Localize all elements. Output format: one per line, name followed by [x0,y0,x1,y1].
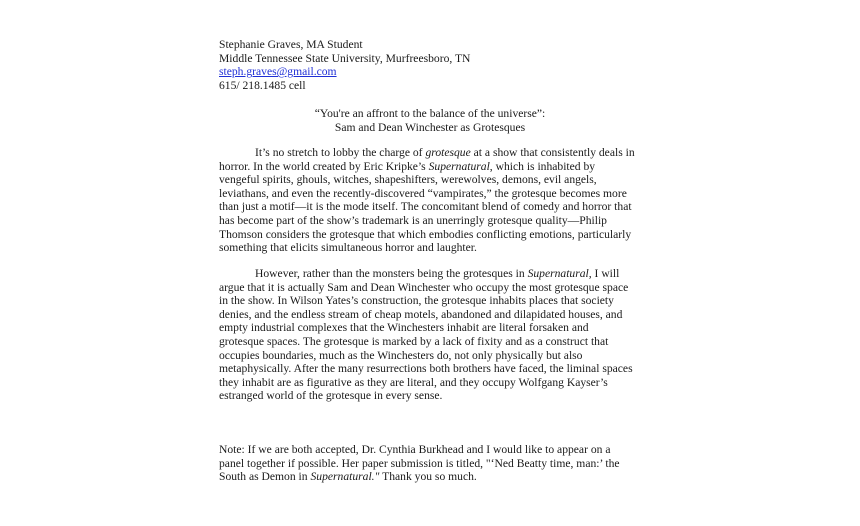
closing-note [219,443,620,484]
author-phone: 615/ 218.1485 cell [219,78,306,92]
author-affiliation: Middle Tennessee State University, Murfreesboro, TN [219,51,471,65]
note-line: Note: If we are both accepted, Dr. Cynthia Burkhead and I would like to appear on a [219,443,611,456]
title-line-2: Sam and Dean Winchester as Grotesques [334,120,526,134]
paper-title [219,107,641,134]
title-line-1: “You're an affront to the balance of the universe”: [314,107,546,120]
p1-line: horror. In the world created by Eric Kripke’s Supernatural, which is inhabited by [219,159,596,173]
p2-line: empty industrial complexes that the Winchesters inhabit are literal forsaken and [219,321,589,335]
note-line: panel together if possible. Her paper submission is titled, "‘Ned Beatty time, man:’ the [219,456,620,470]
p2-line: estranged world of the grotesque in every sense. [219,389,443,403]
p2-line: metaphysically. After the many resurrections both brothers have faced, the liminal spaces [219,362,633,376]
author-email-link[interactable]: steph.graves@gmail.com [219,65,337,79]
p1-line: has become part of the show’s trademark is an unerringly grotesque quality—Philip [219,213,607,227]
p1-line: It’s no stretch to lobby the charge of grotesque at a show that consistently deals in [255,146,635,159]
p2-line: denies, and the endless stream of cheap motels, abandoned and dilapidated houses, and [219,307,623,321]
p1-line: vengeful spirits, ghouls, witches, shapeshifters, werewolves, demons, evil angels, [219,173,597,187]
p1-line: Thomson considers the grotesque that which embodies conflicting emotions, particularly [219,227,632,241]
p2-line: However, rather than the monsters being the grotesques in Supernatural, I will [255,267,620,280]
p2-line: they inhabit are as figurative as they are literal, and they occupy Wolfgang Kayser’s [219,375,608,389]
p1-line: leviathans, and even the recently-discovered “vampirates,” the grotesque becomes more [219,186,627,200]
p2-line: argue that it is actually Sam and Dean Winchester who occupy the most grotesque space [219,280,629,294]
p2-line: grotesque spaces. The grotesque is marked by a lack of fixity and as a construct that [219,334,609,348]
note-line: South as Demon in Supernatural." Thank you so much. [219,470,477,484]
p2-line: in the show. In Wilson Yates’s construction, the grotesque inhabits places that society [219,294,614,308]
author-name: Stephanie Graves, MA Student [219,38,363,51]
p1-line: than just a motif—it is the mode itself. The concomitant blend of comedy and horror that [219,200,632,214]
p1-line: something that elicits simultaneous horror and laughter. [219,241,477,255]
paragraph-2 [219,267,633,403]
p2-line: occupies boundaries, much as the Winchesters do, not only physically but also [219,348,583,362]
author-header [219,38,470,92]
paragraph-1 [219,146,635,255]
